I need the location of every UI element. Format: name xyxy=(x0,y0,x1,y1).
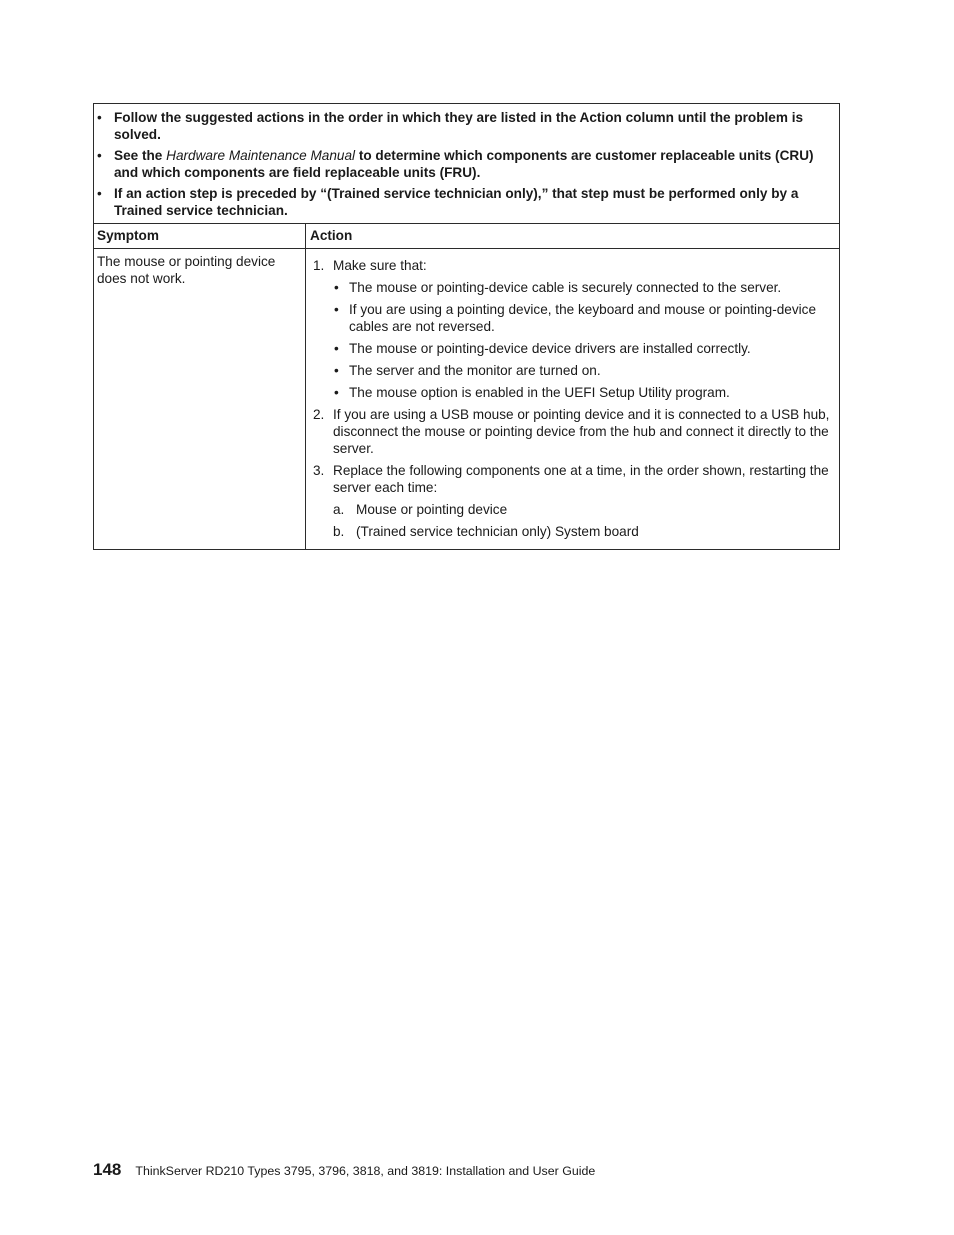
page-number: 148 xyxy=(93,1160,122,1179)
bullet-icon: • xyxy=(97,110,102,125)
list-item-text: The mouse or pointing-device cable is securely connected to the server. xyxy=(349,280,782,295)
symptom-cell: The mouse or pointing device does not work. xyxy=(94,249,306,549)
list-item xyxy=(333,301,835,335)
note-text: If an action step is preceded by “(Trained service technician only),” that step must be performed only by a Trained service technician. xyxy=(114,186,799,218)
item-letter: b. xyxy=(333,524,345,539)
step-text: Make sure that: xyxy=(333,258,427,273)
bullet-icon: • xyxy=(334,385,339,400)
troubleshooting-table xyxy=(93,103,840,550)
note-text: Follow the suggested actions in the order in which they are listed in the Action column until the problem is solved. xyxy=(114,110,804,142)
list-item-text: The server and the monitor are turned on. xyxy=(349,363,601,378)
table-row xyxy=(94,249,839,549)
note-item xyxy=(97,185,833,219)
action-step xyxy=(310,257,835,401)
list-item-text: The mouse option is enabled in the UEFI Setup Utility program. xyxy=(349,385,730,400)
note-item xyxy=(97,147,833,181)
note-item xyxy=(97,109,833,143)
step-number: 2. xyxy=(313,407,325,422)
list-item-text: The mouse or pointing-device device drivers are installed correctly. xyxy=(349,341,751,356)
table-notes xyxy=(94,104,839,224)
step-number: 1. xyxy=(313,258,325,273)
check-list xyxy=(333,279,835,401)
bullet-icon: • xyxy=(334,280,339,295)
step-text: Replace the following components one at a time, in the order shown, restarting the server each time: xyxy=(333,463,829,495)
list-item-text: If you are using a pointing device, the keyboard and mouse or pointing-device cables are not reversed. xyxy=(349,302,817,334)
list-item xyxy=(333,523,835,540)
manual-title: Hardware Maintenance Manual xyxy=(166,148,356,163)
component-list xyxy=(333,501,835,540)
step-number: 3. xyxy=(313,463,325,478)
list-item xyxy=(333,340,835,357)
bullet-icon: • xyxy=(334,363,339,378)
document-title: ThinkServer RD210 Types 3795, 3796, 3818, and 3819: Installation and User Guide xyxy=(135,1164,596,1178)
list-item xyxy=(333,279,835,296)
bullet-icon: • xyxy=(334,302,339,317)
symptom-header: Symptom xyxy=(94,224,306,248)
action-header: Action xyxy=(310,228,353,243)
item-letter: a. xyxy=(333,502,345,517)
bullet-icon: • xyxy=(334,341,339,356)
list-item-text: (Trained service technician only) System board xyxy=(356,524,639,539)
list-item-text: Mouse or pointing device xyxy=(356,502,508,517)
bullet-icon: • xyxy=(97,186,102,201)
note-text: to determine which components are customer replaceable units (CRU) and which components are field replaceable units (FRU). xyxy=(114,148,814,180)
table-header-row xyxy=(94,224,839,249)
action-step xyxy=(310,462,835,540)
bullet-icon: • xyxy=(97,148,102,163)
list-item xyxy=(333,501,835,518)
page-footer xyxy=(93,1161,595,1180)
list-item xyxy=(333,362,835,379)
note-text: See the xyxy=(114,148,167,163)
step-text: If you are using a USB mouse or pointing device and it is connected to a USB hub, disconnect the mouse or pointing device from the hub and connect it directly to the server. xyxy=(333,407,830,456)
list-item xyxy=(333,384,835,401)
action-step xyxy=(310,406,835,457)
action-cell xyxy=(306,249,839,549)
